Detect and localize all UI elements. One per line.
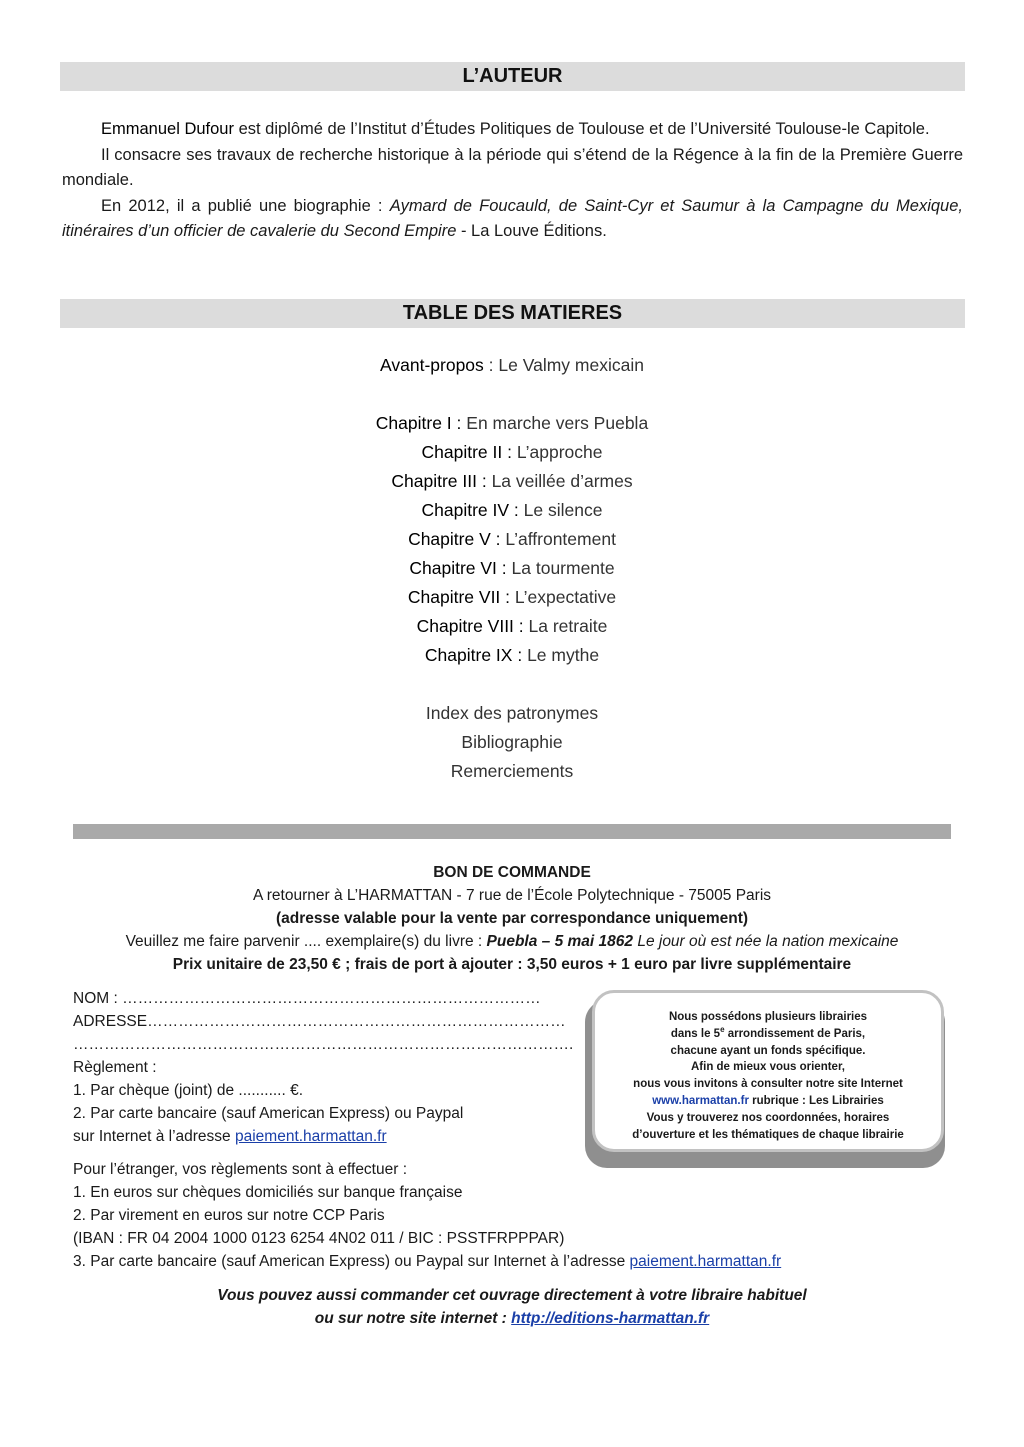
toc-foreword-title: Le Valmy mexicain: [498, 355, 644, 375]
address-field-continued[interactable]: …………………………………………………………………………………….: [73, 1036, 574, 1053]
foreign-line: Pour l’étranger, vos règlements sont à effectuer :: [73, 1161, 408, 1178]
book-title: Puebla – 5 mai 1862: [486, 933, 634, 950]
payment-link[interactable]: paiement.harmattan.fr: [234, 1128, 387, 1145]
author-bio: [62, 117, 963, 245]
closing-note: [0, 1284, 1024, 1330]
toc-heading: TABLE DES MATIERES: [60, 299, 965, 328]
foreign-payment-link[interactable]: paiement.harmattan.fr: [629, 1253, 782, 1270]
foreign-payment: [73, 1158, 953, 1273]
toc-chapter: [0, 612, 1024, 641]
website-link[interactable]: www.harmattan.fr: [652, 1094, 749, 1107]
foreign-line: [73, 1250, 953, 1273]
toc-chapter: [0, 496, 1024, 525]
closing-line: [0, 1307, 1024, 1330]
toc-chapter: [0, 438, 1024, 467]
order-request-lead: Veuillez me faire parvenir .... exemplaire(s) du livre :: [125, 933, 487, 950]
toc-chapter-title: L’expectative: [514, 587, 617, 607]
toc-chapter-title: Le mythe: [527, 645, 600, 665]
foreign-line: (IBAN : FR 04 2004 1000 0123 6254 4N02 011 / BIC : PSSTFRPPPAR): [73, 1230, 565, 1247]
toc-chapter-title: En marche vers Puebla: [466, 413, 649, 433]
info-line-part: rubrique : Les Librairies: [748, 1094, 884, 1107]
order-form-header: [73, 861, 951, 976]
toc-chapter-title: L’affrontement: [505, 529, 616, 549]
payment-option-card: 2. Par carte bancaire (sauf American Express) ou Paypal: [73, 1105, 464, 1122]
toc-chapter-label: Chapitre III :: [391, 471, 487, 491]
foreign-line: 1. En euros sur chèques domiciliés sur banque française: [73, 1184, 463, 1201]
toc-spacer: [0, 380, 1024, 409]
section-divider: [73, 824, 951, 839]
author-p1-text: est diplômé de l’Institut d’Études Politiques de Toulouse et de l’Université Toulouse-le Capitole.: [233, 120, 930, 138]
toc-chapter-title: La tourmente: [511, 558, 615, 578]
info-line: Vous y trouverez nos coordonnées, horaires: [646, 1111, 890, 1124]
toc-chapter-label: Chapitre VIII :: [416, 616, 524, 636]
editions-site-link[interactable]: http://editions-harmattan.fr: [511, 1310, 710, 1327]
info-line: [595, 1026, 941, 1043]
author-paragraph-2: Il consacre ses travaux de recherche historique à la période qui s’étend de la Régence à la fin de la Première Guerre mondiale.: [62, 145, 963, 189]
toc-chapter: [0, 641, 1024, 670]
author-name: Emmanuel Dufour: [101, 120, 234, 138]
order-request: [73, 930, 951, 953]
book-subtitle: Le jour où est née la nation mexicaine: [633, 933, 899, 950]
toc-chapter-label: Chapitre V :: [408, 529, 501, 549]
payment-online-lead: sur Internet à l’adresse: [73, 1128, 235, 1145]
toc-foreword-label: Avant-propos: [380, 355, 484, 375]
toc-chapter-label: Chapitre VI :: [409, 558, 507, 578]
order-heading: BON DE COMMANDE: [433, 864, 591, 881]
closing-line: Vous pouvez aussi commander cet ouvrage directement à votre libraire habituel: [217, 1287, 807, 1304]
biography-title: Aymard de Foucauld, de Saint-Cyr et Saumur à la Campagne du Mexique, itinéraires d’un officier de cavalerie du Second Empire: [62, 196, 963, 240]
foreign-last-lead: 3. Par carte bancaire (sauf American Express) ou Paypal sur Internet à l’adresse: [73, 1253, 630, 1270]
toc-chapter: [0, 525, 1024, 554]
info-line-part: dans le 5: [670, 1027, 721, 1040]
author-paragraph-3: [62, 194, 963, 245]
order-price: Prix unitaire de 23,50 € ; frais de port à ajouter : 3,50 euros + 1 euro par livre supplémentaire: [172, 956, 852, 973]
foreign-line: 2. Par virement en euros sur notre CCP Paris: [73, 1207, 385, 1224]
author-p3-tail: - La Louve Éditions.: [456, 222, 607, 240]
info-line: nous vous invitons à consulter notre site Internet: [633, 1078, 903, 1091]
toc-spacer: [0, 670, 1024, 699]
payment-heading: Règlement :: [73, 1059, 157, 1076]
toc-chapter: [0, 467, 1024, 496]
toc-chapter-label: Chapitre IX :: [424, 645, 523, 665]
order-form-fields: [73, 987, 573, 1148]
toc-chapter: [0, 409, 1024, 438]
payment-option-cheque: 1. Par chèque (joint) de ........... €.: [73, 1082, 304, 1099]
address-field[interactable]: ADRESSE………………………………………………………………………: [73, 1013, 566, 1030]
toc-chapter-title: La retraite: [528, 616, 608, 636]
toc-chapter-title: Le silence: [523, 500, 603, 520]
bookshops-info-box: [592, 990, 944, 1152]
table-of-contents: [0, 351, 1024, 786]
info-superscript: e: [720, 1024, 725, 1034]
toc-appendix: Remerciements: [450, 761, 574, 781]
author-heading: L’AUTEUR: [60, 62, 965, 91]
author-paragraph-1: [62, 117, 963, 143]
order-address-note: (adresse valable pour la vente par correspondance uniquement): [275, 910, 749, 927]
info-line: Afin de mieux vous orienter,: [690, 1061, 845, 1074]
info-line: Nous possédons plusieurs librairies: [668, 1011, 868, 1023]
toc-chapter: [0, 583, 1024, 612]
order-address: A retourner à L’HARMATTAN - 7 rue de l’École Polytechnique - 75005 Paris: [252, 887, 772, 904]
toc-chapter-title: La veillée d’armes: [491, 471, 633, 491]
closing-lead: ou sur notre site internet :: [314, 1310, 512, 1327]
info-line-part: arrondissement de Paris,: [724, 1027, 866, 1040]
toc-foreword: [0, 351, 1024, 380]
name-field[interactable]: NOM : ………………………………………………………………………: [73, 990, 541, 1007]
toc-appendix: Index des patronymes: [425, 703, 599, 723]
toc-foreword-sep: :: [483, 355, 499, 375]
author-p3-lead: En 2012, il a publié une biographie :: [101, 196, 390, 215]
payment-option-online: [73, 1125, 573, 1148]
toc-chapter-label: Chapitre IV :: [421, 500, 519, 520]
info-line: chacune ayant un fonds spécifique.: [670, 1044, 866, 1057]
toc-chapter-label: Chapitre I :: [375, 413, 462, 433]
info-line: [595, 1093, 941, 1110]
info-line: d’ouverture et les thématiques de chaque librairie: [632, 1128, 904, 1141]
toc-chapter-label: Chapitre VII :: [407, 587, 511, 607]
toc-appendix: Bibliographie: [461, 732, 563, 752]
toc-chapter-label: Chapitre II :: [421, 442, 512, 462]
toc-chapter-title: L’approche: [516, 442, 603, 462]
toc-chapter: [0, 554, 1024, 583]
